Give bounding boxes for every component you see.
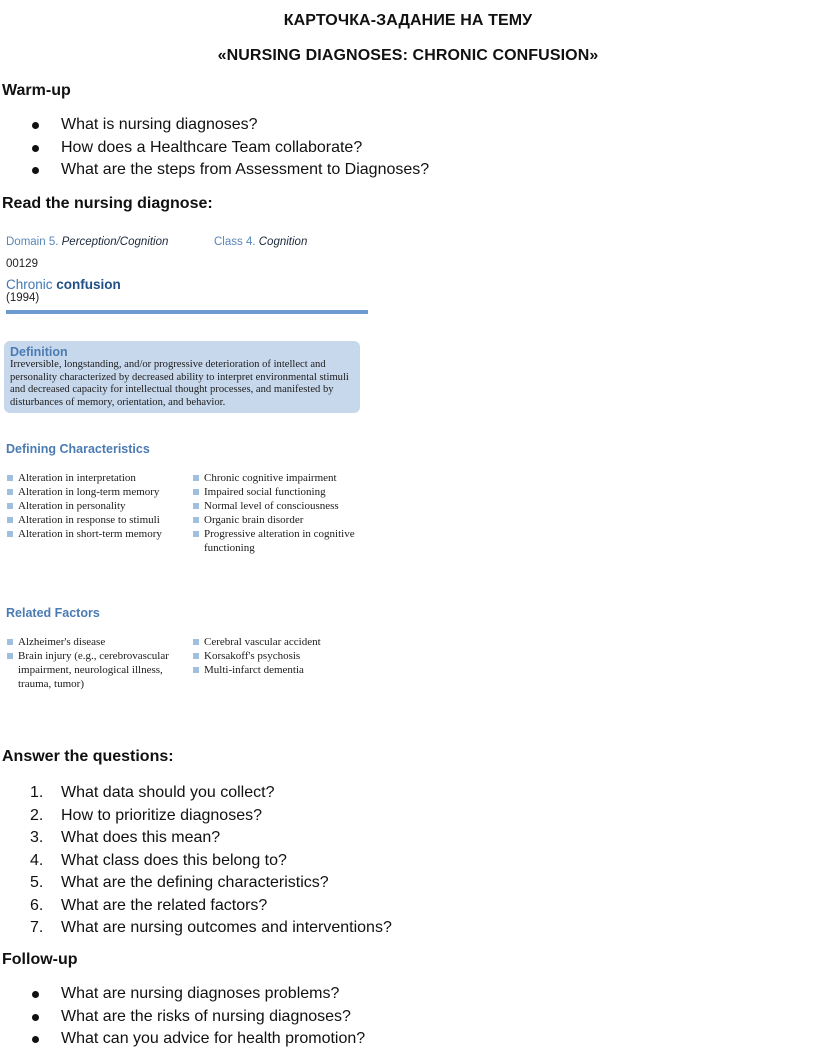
list-item: What are the risks of nursing diagnoses? <box>0 1006 365 1029</box>
related-factors-title: Related Factors <box>6 606 100 620</box>
square-bullet-icon <box>193 653 199 659</box>
list-item: Alteration in long-term memory <box>6 485 178 499</box>
list-item: Multi-infarct dementia <box>192 663 378 677</box>
list-item: Alteration in short-term memory <box>6 527 178 541</box>
bullet-icon <box>32 991 39 998</box>
list-item: Progressive alteration in cognitive functioning <box>192 527 378 555</box>
related-right-list <box>192 635 378 677</box>
list-item: Cerebral vascular accident <box>192 635 378 649</box>
class-label: Class 4. Cognition <box>214 236 308 248</box>
divider <box>6 310 368 314</box>
list-item: How does a Healthcare Team collaborate? <box>0 137 429 160</box>
list-item: 4. What class does this belong to? <box>30 851 287 869</box>
bullet-icon <box>32 1036 39 1043</box>
list-item: 6. What are the related factors? <box>30 896 268 914</box>
square-bullet-icon <box>7 531 13 537</box>
square-bullet-icon <box>193 639 199 645</box>
domain-value: Perception/Cognition <box>61 236 169 248</box>
followup-list <box>0 983 365 1051</box>
square-bullet-icon <box>193 503 199 509</box>
list-item: Normal level of consciousness <box>192 499 378 513</box>
square-bullet-icon <box>7 653 13 659</box>
answer-heading: Answer the questions: <box>2 748 174 765</box>
square-bullet-icon <box>7 517 13 523</box>
diagnosis-name: Chronic confusion <box>6 277 121 292</box>
list-item: Impaired social functioning <box>192 485 378 499</box>
followup-heading: Follow-up <box>2 951 78 968</box>
list-item: What are the steps from Assessment to Diagnoses? <box>0 159 429 182</box>
list-item: 1. What data should you collect? <box>30 784 275 801</box>
list-item: What is nursing diagnoses? <box>0 114 429 137</box>
square-bullet-icon <box>193 489 199 495</box>
diagnosis-excerpt <box>0 228 380 713</box>
square-bullet-icon <box>193 475 199 481</box>
warmup-list <box>0 114 429 182</box>
square-bullet-icon <box>7 503 13 509</box>
list-item: Korsakoff's psychosis <box>192 649 378 663</box>
square-bullet-icon <box>7 489 13 495</box>
list-item: Alteration in response to stimuli <box>6 513 178 527</box>
definition-text: Irreversible, longstanding, and/or progressive deterioration of intellect and personality characterized by decreased ability to interpret environmental stimuli and decreased capacity for intellectual thought processes, and manifested by disturbances of memory, orientation, and behavior. <box>10 359 349 408</box>
list-item: Alzheimer's disease <box>6 635 171 649</box>
related-left-list <box>6 635 171 691</box>
list-item: 2. How to prioritize diagnoses? <box>30 806 262 824</box>
list-item: Organic brain disorder <box>192 513 378 527</box>
defining-characteristics-title: Defining Characteristics <box>6 442 150 456</box>
bullet-icon <box>32 167 39 174</box>
definition-box <box>4 341 360 413</box>
list-item: Alteration in personality <box>6 499 178 513</box>
square-bullet-icon <box>193 531 199 537</box>
list-item: Alteration in interpretation <box>6 471 178 485</box>
definition-title: Definition <box>10 345 68 359</box>
list-item: What are nursing diagnoses problems? <box>0 983 365 1006</box>
list-item: 5. What are the defining characteristics? <box>30 874 329 891</box>
list-item: What can you advice for health promotion? <box>0 1028 365 1051</box>
square-bullet-icon <box>7 639 13 645</box>
list-item: 3. What does this mean? <box>30 829 221 846</box>
warmup-heading: Warm-up <box>2 82 71 99</box>
list-item: Chronic cognitive impairment <box>192 471 378 485</box>
read-heading: Read the nursing diagnose: <box>2 195 213 212</box>
bullet-icon <box>32 145 39 152</box>
defining-right-list <box>192 471 378 555</box>
defining-left-list <box>6 471 178 541</box>
card-topic: «NURSING DIAGNOSES: CHRONIC CONFUSION» <box>217 47 599 64</box>
diagnosis-year: (1994) <box>6 292 40 304</box>
answer-list <box>0 782 392 940</box>
class-value: Cognition <box>258 236 308 248</box>
domain-label: Domain 5. Perception/Cognition <box>6 236 169 248</box>
list-item: 7. What are nursing outcomes and interventions? <box>30 919 392 936</box>
diagnosis-code: 00129 <box>6 258 38 270</box>
list-item: Brain injury (e.g., cerebrovascular impairment, neurological illness, trauma, tumor) <box>6 649 171 691</box>
bullet-icon <box>32 1014 39 1021</box>
square-bullet-icon <box>193 667 199 673</box>
card-title: КАРТОЧКА-ЗАДАНИЕ НА ТЕМУ <box>283 12 533 29</box>
bullet-icon <box>32 122 39 129</box>
square-bullet-icon <box>7 475 13 481</box>
square-bullet-icon <box>193 517 199 523</box>
